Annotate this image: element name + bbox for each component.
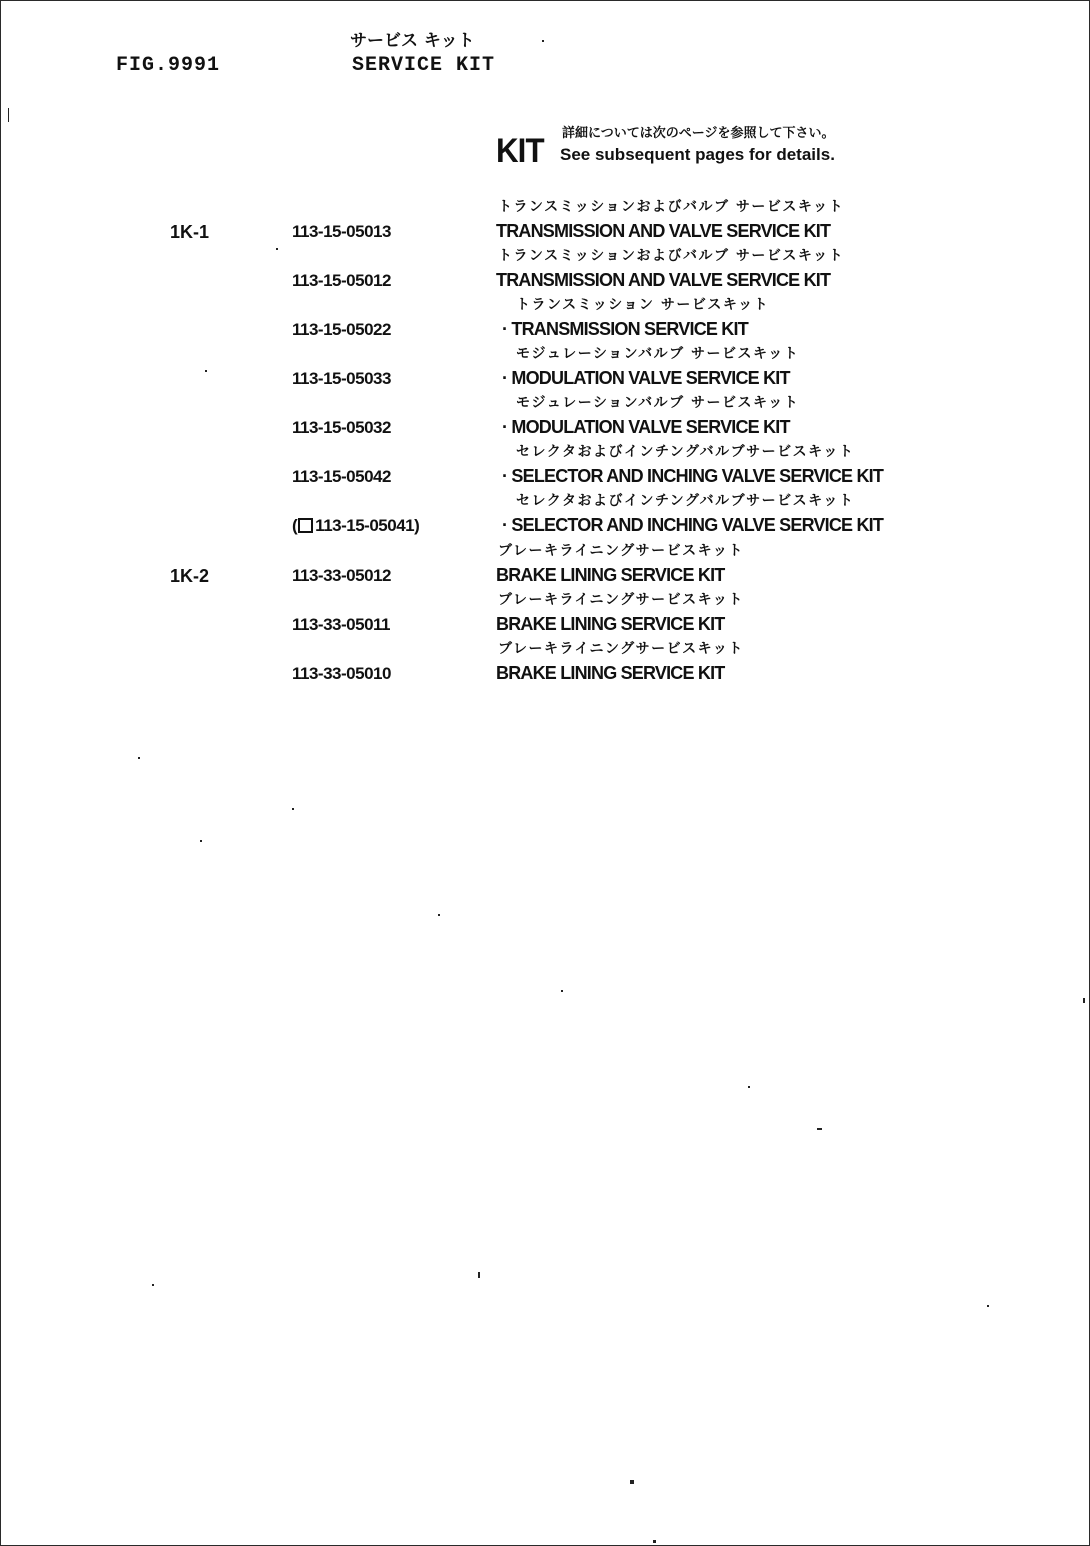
scan-speck	[152, 1284, 154, 1286]
part-number: 113-15-05013	[292, 222, 391, 241]
part-number: 113-15-05022	[292, 320, 391, 339]
kit-note	[496, 120, 916, 174]
description-japanese: セレクタおよびインチングバルブサービスキット	[516, 493, 855, 509]
description-english: · TRANSMISSION SERVICE KIT	[502, 319, 748, 340]
scan-speck	[987, 1305, 989, 1307]
description-japanese: トランスミッションおよびバルブ サービスキット	[498, 248, 845, 264]
description-japanese: トランスミッションおよびバルブ サービスキット	[498, 199, 845, 215]
description-english: BRAKE LINING SERVICE KIT	[496, 663, 725, 683]
scan-speck	[205, 370, 207, 372]
part-number: 113-15-05012	[292, 271, 391, 290]
part-number: 113-15-05041	[315, 516, 415, 535]
parts-row	[0, 589, 1090, 637]
interchangeable-box-icon	[298, 518, 313, 533]
scan-speck	[478, 1272, 480, 1278]
parts-row	[0, 490, 1090, 538]
page-title-japanese: サービス キット	[350, 31, 475, 51]
description-japanese: セレクタおよびインチングバルブサービスキット	[516, 444, 855, 460]
scan-speck	[8, 108, 9, 122]
page-title: SERVICE KIT	[352, 54, 496, 77]
kit-note-japanese: 詳細については次のページを参照して下さい。	[562, 126, 835, 141]
description-english: · MODULATION VALVE SERVICE KIT	[502, 417, 790, 438]
description-japanese: モジュレーションバルブ サービスキット	[516, 346, 800, 362]
scan-speck	[1083, 998, 1085, 1003]
parts-row	[0, 294, 1090, 342]
description-english: TRANSMISSION AND VALVE SERVICE KIT	[496, 221, 831, 241]
kit-note-english: See subsequent pages for details.	[560, 145, 835, 164]
description-japanese: ブレーキライニングサービスキット	[498, 543, 744, 559]
part-number: 113-15-05032	[292, 418, 391, 437]
parts-row	[0, 245, 1090, 293]
scan-speck	[748, 1086, 750, 1088]
description-english: BRAKE LINING SERVICE KIT	[496, 614, 725, 634]
parts-row	[0, 343, 1090, 391]
part-number: 113-15-05042	[292, 467, 391, 486]
description-english: · SELECTOR AND INCHING VALVE SERVICE KIT	[502, 515, 883, 536]
scan-speck	[138, 757, 140, 759]
scan-speck	[276, 248, 278, 250]
scan-speck	[630, 1480, 634, 1484]
figure-number: FIG.9991	[116, 54, 221, 77]
part-number: 113-15-05033	[292, 369, 391, 388]
parts-row	[0, 540, 1090, 588]
description-english: · MODULATION VALVE SERVICE KIT	[502, 368, 790, 389]
reference-number: 1K-2	[170, 566, 210, 586]
scan-speck	[292, 808, 294, 810]
description-english: BRAKE LINING SERVICE KIT	[496, 565, 725, 585]
description-japanese: ブレーキライニングサービスキット	[498, 641, 744, 657]
scan-speck	[817, 1128, 822, 1130]
description-japanese: トランスミッション サービスキット	[516, 297, 770, 313]
parts-row	[0, 441, 1090, 489]
scan-speck	[653, 1540, 656, 1543]
parts-row	[0, 392, 1090, 440]
kit-label: KIT	[496, 132, 544, 170]
part-number: 113-33-05011	[292, 615, 390, 634]
scan-speck	[200, 840, 202, 842]
scan-speck	[542, 40, 544, 42]
description-english: TRANSMISSION AND VALVE SERVICE KIT	[496, 270, 831, 290]
reference-number: 1K-1	[170, 222, 210, 242]
part-number-wrapper	[292, 516, 419, 536]
description-japanese: ブレーキライニングサービスキット	[498, 592, 744, 608]
description-english: · SELECTOR AND INCHING VALVE SERVICE KIT	[502, 466, 883, 487]
scan-speck	[561, 990, 563, 992]
description-japanese: モジュレーションバルブ サービスキット	[516, 395, 800, 411]
part-number: 113-33-05010	[292, 664, 391, 683]
scan-speck	[438, 914, 440, 916]
part-number: 113-33-05012	[292, 566, 391, 585]
parts-row	[0, 196, 1090, 244]
parts-row	[0, 638, 1090, 686]
